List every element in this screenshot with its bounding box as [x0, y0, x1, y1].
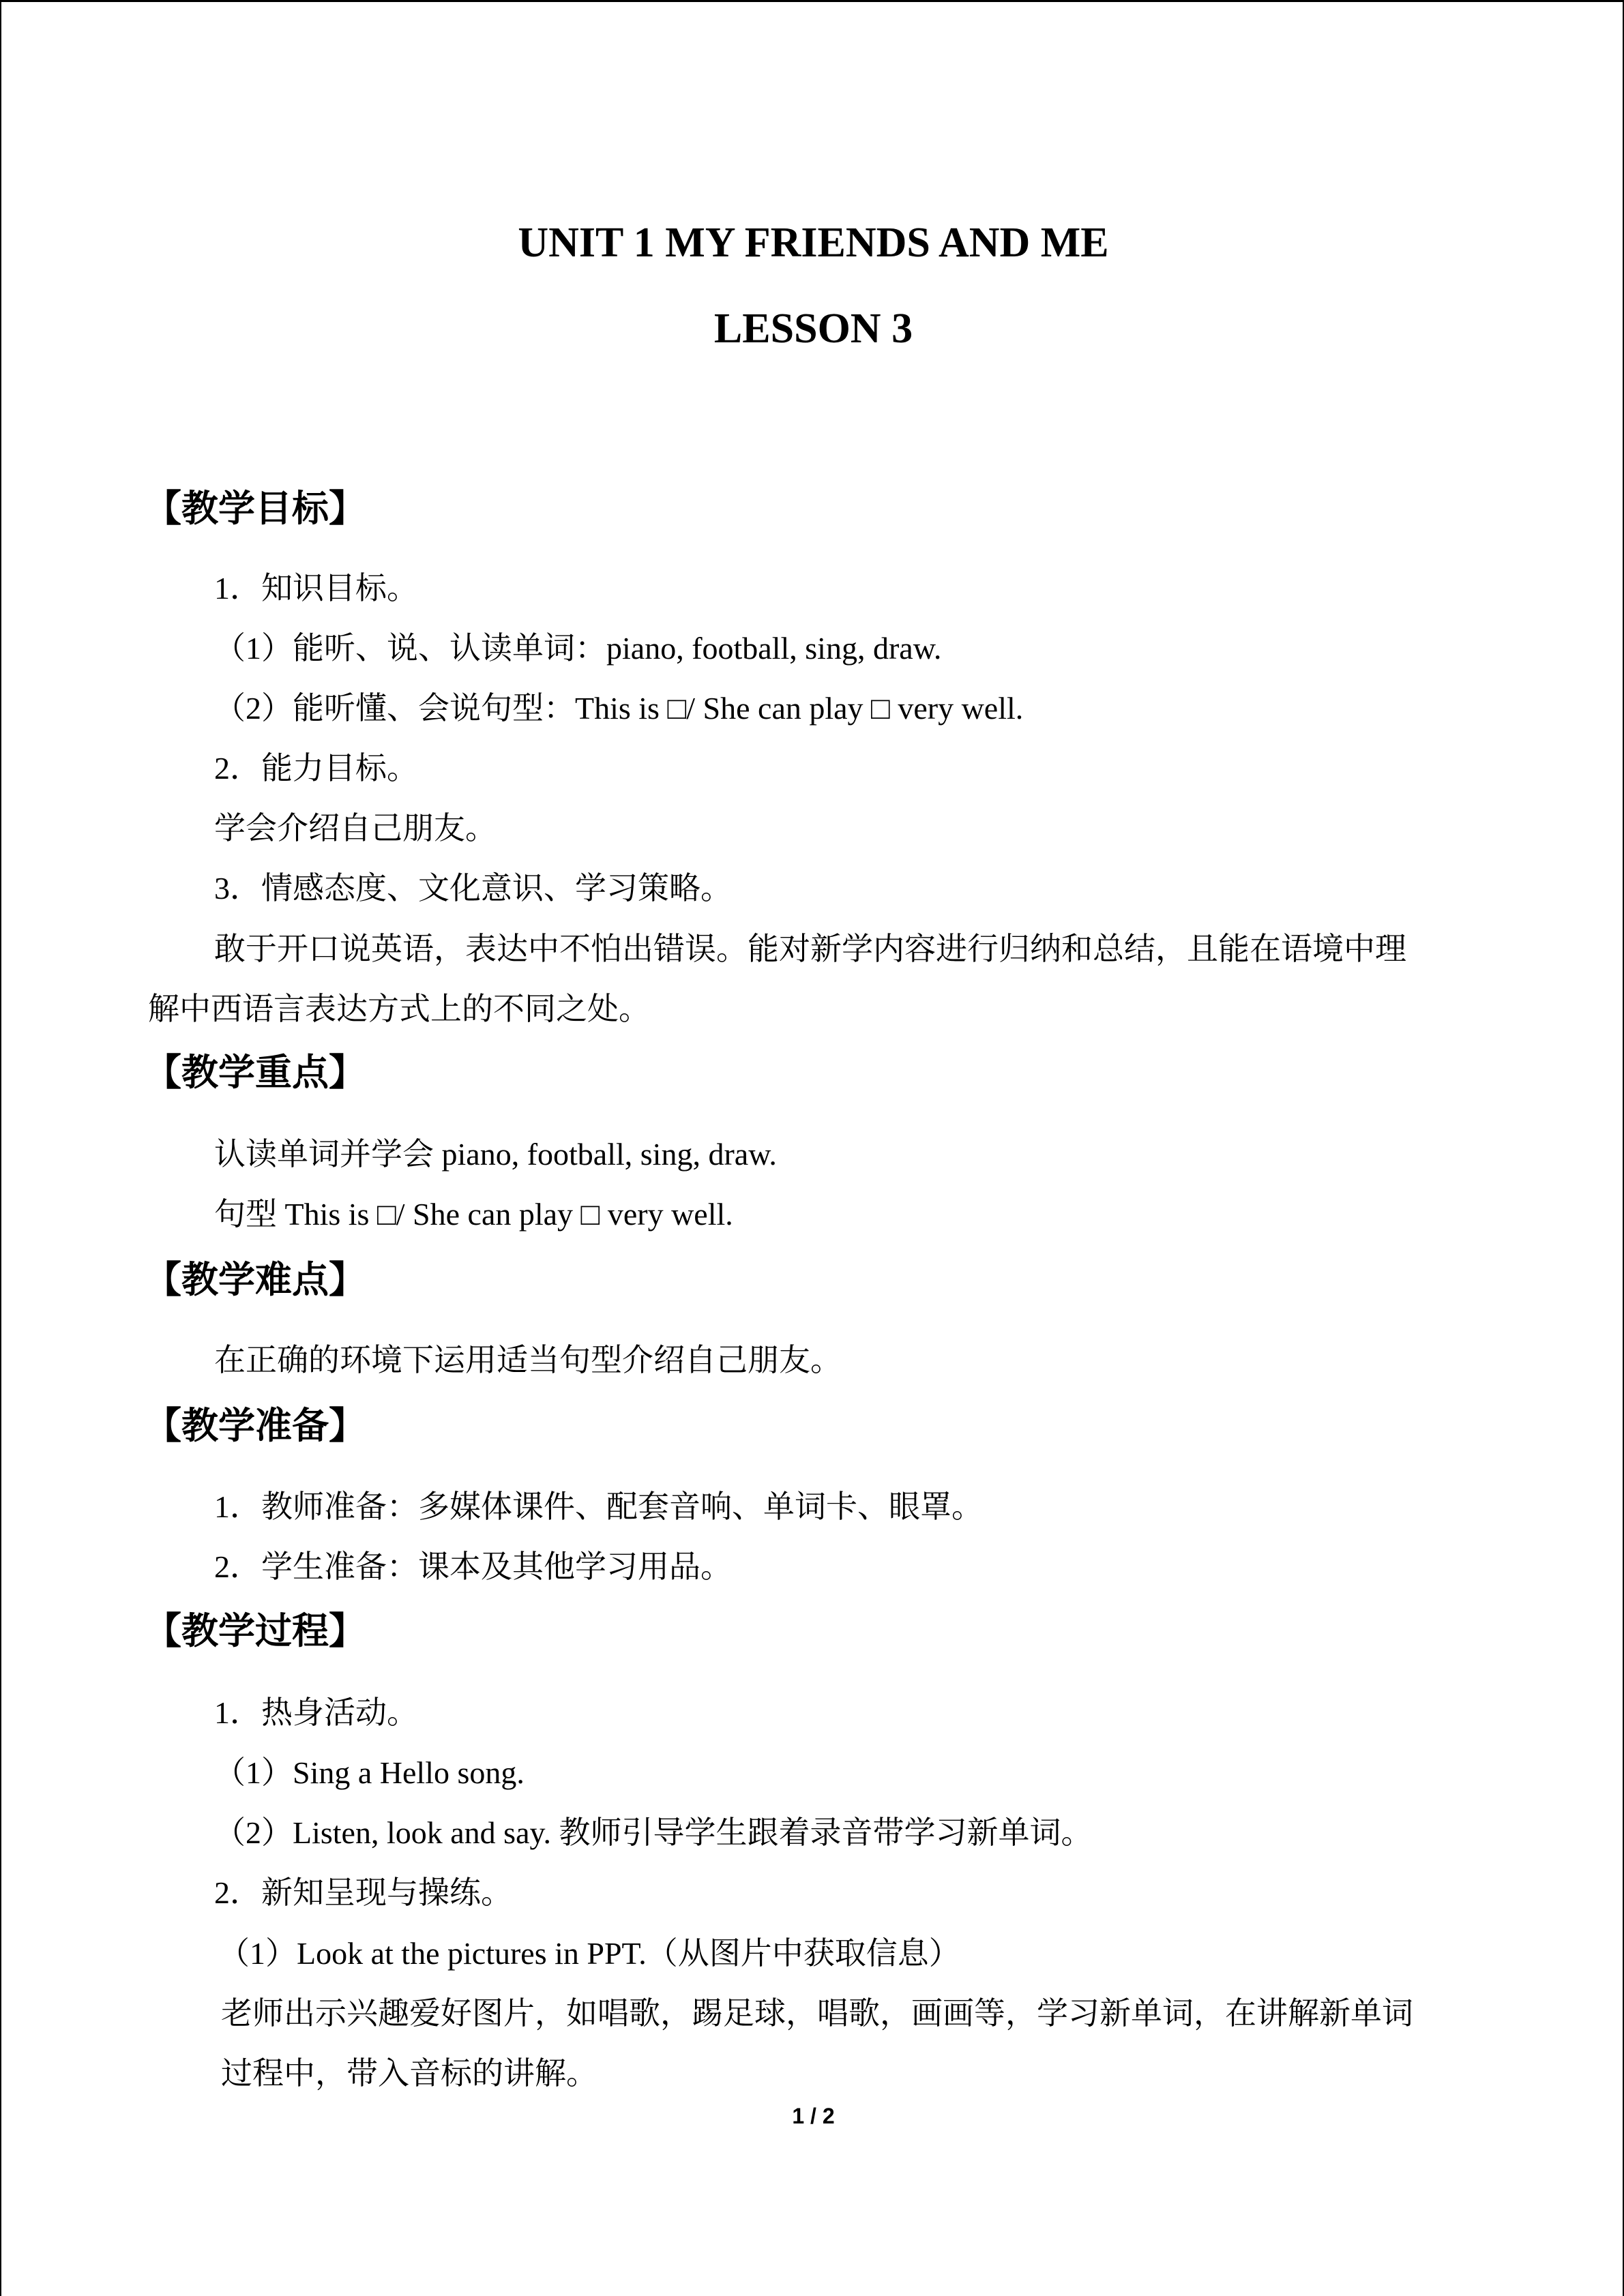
process-line: （1）Sing a Hello song. — [214, 1755, 525, 1790]
difficulties-line: 在正确的环境下运用适当句型介绍自己朋友。 — [214, 1343, 842, 1377]
preparation-line: 2．学生准备：课本及其他学习用品。 — [214, 1549, 732, 1584]
objectives-line: 2．能力目标。 — [214, 751, 418, 786]
objectives-line: 学会介绍自己朋友。 — [214, 811, 497, 846]
process-line: 老师出示兴趣爱好图片，如唱歌，踢足球，唱歌，画画等，学习新单词，在讲解新单词 — [221, 1996, 1413, 2031]
lesson-title: LESSON 3 — [713, 305, 913, 352]
process-line: （2）Listen, look and say. 教师引导学生跟着录音带学习新单词。 — [214, 1815, 1093, 1850]
objectives-line: 解中西语言表达方式上的不同之处。 — [148, 992, 650, 1026]
key-points-heading: 【教学重点】 — [145, 1051, 366, 1094]
process-line: 2．新知呈现与操练。 — [214, 1875, 512, 1910]
process-line: （1）Look at the pictures in PPT.（从图片中获取信息） — [218, 1936, 960, 1971]
objectives-line: 敢于开口说英语，表达中不怕出错误。能对新学内容进行归纳和总结，且能在语境中理 — [214, 931, 1406, 966]
objectives-line: 3．情感态度、文化意识、学习策略。 — [214, 871, 732, 906]
process-line: 过程中，带入音标的讲解。 — [221, 2056, 597, 2091]
preparation-heading: 【教学准备】 — [145, 1404, 366, 1447]
objectives-line: 1．知识目标。 — [214, 571, 418, 606]
objectives-line: （2）能听懂、会说句型：This is □/ She can play □ very well. — [214, 691, 1024, 726]
objectives-heading: 【教学目标】 — [145, 487, 366, 530]
preparation-line: 1．教师准备：多媒体课件、配套音响、单词卡、眼罩。 — [214, 1489, 983, 1524]
key-points-line: 认读单词并学会 piano, football, sing, draw. — [214, 1137, 777, 1172]
objectives-line: （1）能听、说、认读单词：piano, football, sing, draw. — [214, 631, 942, 666]
process-heading: 【教学过程】 — [145, 1609, 366, 1652]
unit-title: UNIT 1 MY FRIENDS AND ME — [518, 220, 1109, 266]
key-points-line: 句型 This is □/ She can play □ very well. — [214, 1197, 733, 1232]
page-number: 1 / 2 — [792, 2104, 835, 2128]
difficulties-heading: 【教学难点】 — [145, 1258, 366, 1301]
process-line: 1．热身活动。 — [214, 1695, 418, 1730]
